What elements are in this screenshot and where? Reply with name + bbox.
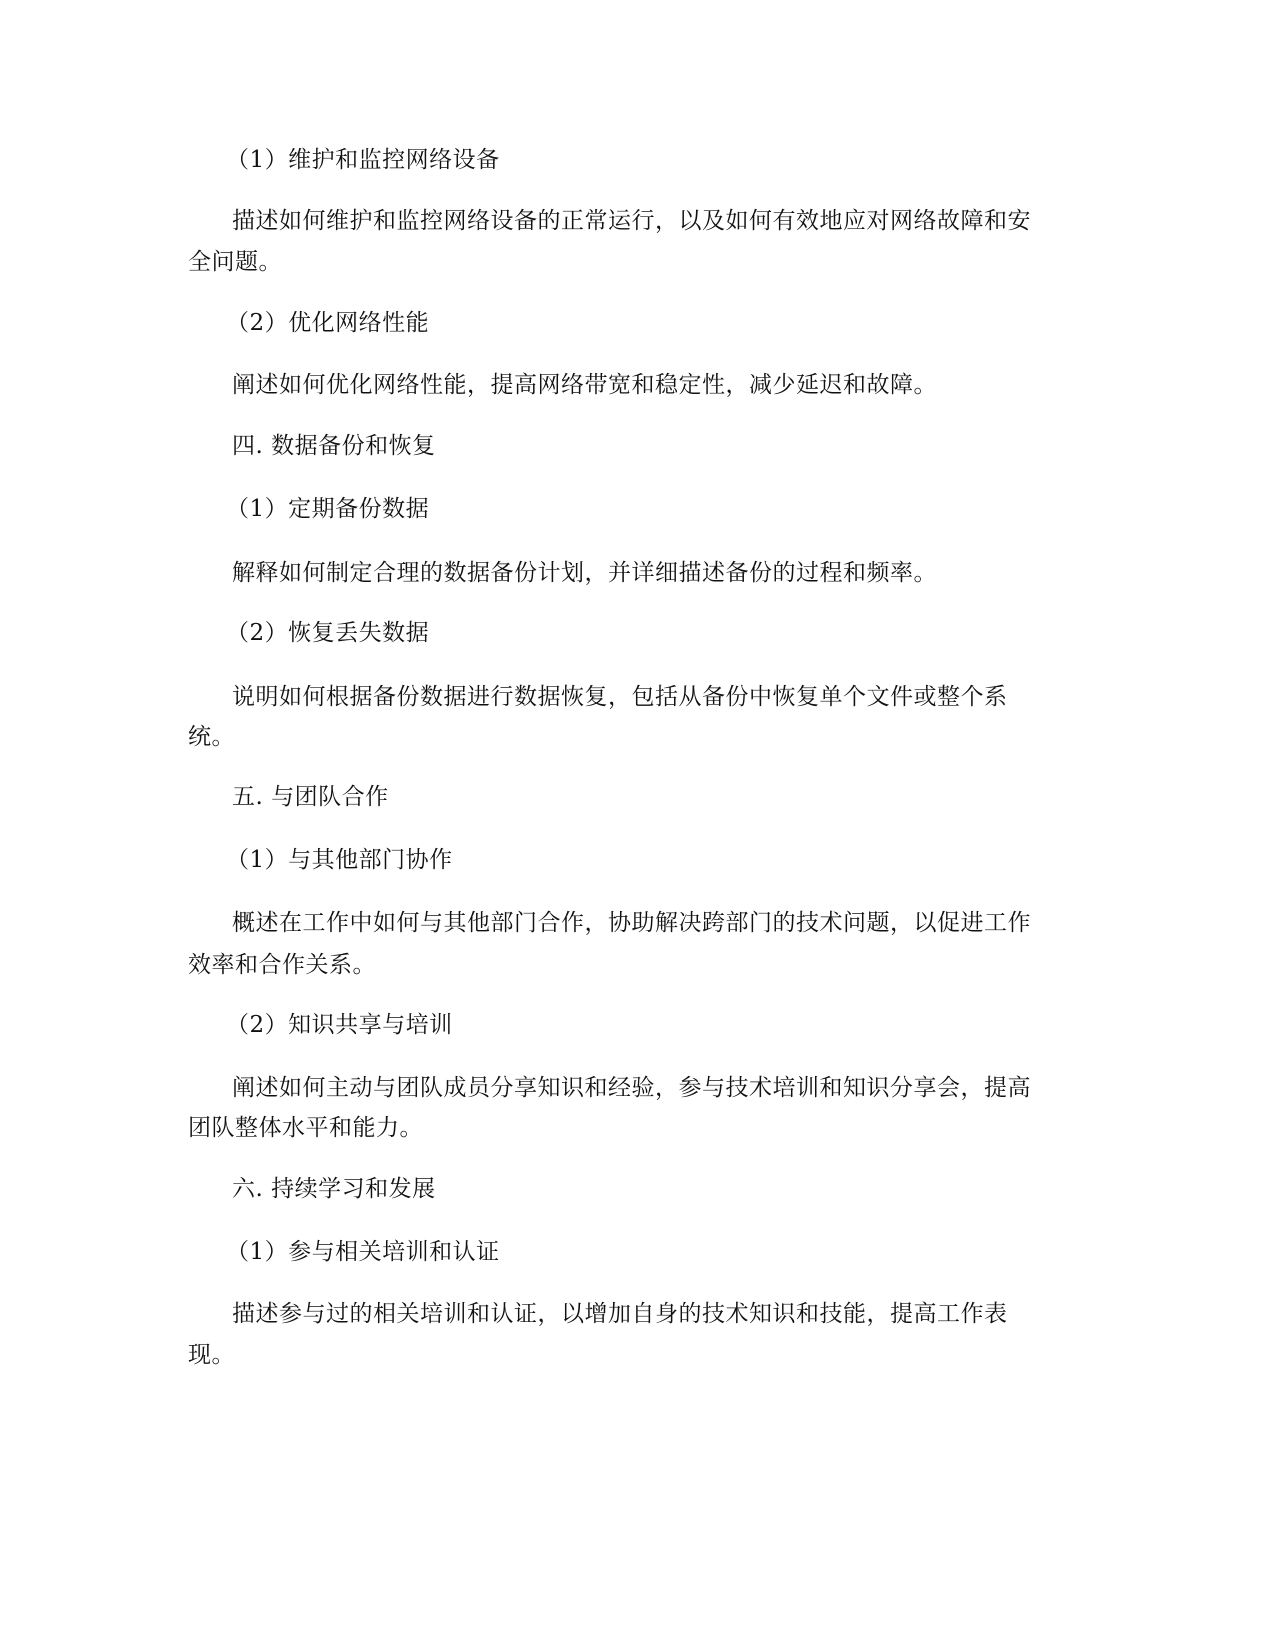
paragraph-restore-lost-data-line-2: 统。: [188, 724, 235, 750]
subheading-knowledge-sharing: （2）知识共享与培训: [226, 1012, 453, 1038]
paragraph-optimize-network: 阐述如何优化网络性能，提高网络带宽和稳定性，减少延迟和故障。: [232, 372, 937, 398]
section-heading-teamwork: 五. 与团队合作: [232, 784, 389, 810]
paragraph-knowledge-sharing-line-2: 团队整体水平和能力。: [188, 1115, 423, 1141]
section-heading-backup-restore: 四. 数据备份和恢复: [232, 433, 436, 459]
paragraph-cross-department-line-1: 概述在工作中如何与其他部门合作，协助解决跨部门的技术问题，以促进工作: [232, 910, 1031, 936]
paragraph-restore-lost-data-line-1: 说明如何根据备份数据进行数据恢复，包括从备份中恢复单个文件或整个系: [232, 684, 1008, 710]
paragraph-training-certification-line-2: 现。: [188, 1342, 235, 1368]
paragraph-knowledge-sharing-line-1: 阐述如何主动与团队成员分享知识和经验，参与技术培训和知识分享会，提高: [232, 1075, 1031, 1101]
paragraph-cross-department-line-2: 效率和合作关系。: [188, 952, 376, 978]
subheading-restore-lost-data: （2）恢复丢失数据: [226, 620, 430, 646]
paragraph-maintain-monitor-line-1: 描述如何维护和监控网络设备的正常运行，以及如何有效地应对网络故障和安: [232, 208, 1031, 234]
subheading-optimize-network: （2）优化网络性能: [226, 310, 430, 336]
paragraph-regular-backup: 解释如何制定合理的数据备份计划，并详细描述备份的过程和频率。: [232, 560, 937, 586]
subheading-maintain-monitor: （1）维护和监控网络设备: [226, 147, 500, 173]
subheading-training-certification: （1）参与相关培训和认证: [226, 1239, 500, 1265]
paragraph-training-certification-line-1: 描述参与过的相关培训和认证，以增加自身的技术知识和技能，提高工作表: [232, 1301, 1008, 1327]
subheading-regular-backup: （1）定期备份数据: [226, 496, 430, 522]
subheading-cross-department: （1）与其他部门协作: [226, 847, 453, 873]
paragraph-maintain-monitor-line-2: 全问题。: [188, 249, 282, 275]
section-heading-continuous-learning: 六. 持续学习和发展: [232, 1176, 436, 1202]
